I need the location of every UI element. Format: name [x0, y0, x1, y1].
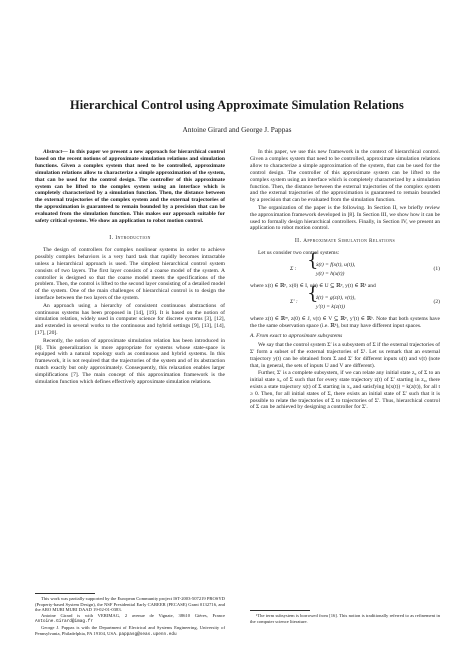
abstract-label: Abstract: [43, 149, 63, 155]
footnote-author-1: [35, 613, 225, 625]
left-column: [35, 149, 225, 387]
footnote-author-2-email: pappasg@seas.upenn.edu: [118, 631, 177, 637]
equation-1-lhs: Σ :: [290, 266, 297, 273]
abstract: [35, 149, 225, 225]
section-title: Approximate Simulation Relations: [303, 238, 396, 245]
intro-paragraph-3: Recently, the notion of approximate simulation relation has been introduced in [8]. This generalization is more appropriate for systems whose state-space is equipped with a natural topology such as continuous and hybrid systems. In this framework, it is not required that the trajectories of the system and of its abstraction match exactly but only approximately. Consequently, this relaxation enables larger simplifications [7]. The main concept of this approximation framework is the simulation function which defines effectively approximate simulation relations.: [35, 337, 225, 386]
intro-paragraph-1: The design of controllers for complex nonlinear systems in order to achieve possibly complex behaviors is a very hard task that rapidly becomes intractable unless a hierarchical approach is used. The simplest hierarchical control system consists of two layers. The first layer consists of a coarse model of the system. A controller is designed so that the coarse model meets the specifications of the problem. Then, the control is lifted to the second layer consisting of a detailed model of the system. One of the main challenges of hierarchical control is to design the interface between the two layers of the system.: [35, 246, 225, 302]
sec2-paragraph-2: where x(t) ∈ ℝⁿ, x(0) ∈ I, u(t) ∈ U ⊆ ℝᵖ, y(t) ∈ ℝᵏ and: [250, 283, 376, 290]
footnote-funding: This work was partially supported by the European Community project IST-2003-507219 PROSYD (Property-based System Design), the NSF Presidential Early CAREER (PECASE) Grant 0132716, and the ARO MURI MURI DAAD 19-02-01-0383.: [35, 596, 225, 613]
equation-1-line-1: ẋ(t) = f(x(t), u(t)),: [316, 262, 356, 269]
section-heading-approx-sim: [250, 238, 440, 245]
subsection-heading-a: A. From exact to approximate subsystems: [250, 332, 343, 339]
section-title: Introduction: [115, 234, 151, 241]
sec2-paragraph-1: Let us consider two control systems:: [258, 250, 340, 257]
col2-paragraph-1: In this paper, we use this new framework in the context of hierarchical control. Given a complex system that need to be controlled, approximate simulation relations allow to characterize a simple approximation of the system, that can be used for the control design. The controller of this approximate system can be lifted to the complex system using an interface which is completely characterized by a simulation function. Then, the distance between the external trajectories of the complex system and the external trajectories of the approximation is guaranteed to remain bounded by a precision that can be evaluated from the simulation function.: [250, 149, 440, 204]
right-footnotes: [250, 606, 440, 624]
paper-title: Hierarchical Control using Approximate Simulation Relations: [70, 98, 404, 112]
sec2-paragraph-5: Further, Σ′ is a complete subsystem, if we can relate any initial state z₀ of Σ to an initial state x₀ of Σ such that for every state trajectory z(t) of Σ′ starting in z₀, there exists a state trajectory x(t) of Σ starting in x₀ and satisfying h(x(t)) = k(z(t)), for all t ≥ 0. Then, for all initial states of Σ, there exists an initial state of Σ′ such that it is possible to relate the trajectories of Σ to trajectories of Σ′. Thus, hierarchical control of Σ can be achieved by designing a controller for Σ′.: [250, 369, 440, 411]
footnote-subsystem: ¹The term subsystem is borrowed from [16]. This notion is traditionally referred to as refinement in the computer science literature.: [250, 613, 440, 624]
equation-1-brace: {: [307, 250, 319, 272]
equation-1-number: (1): [433, 266, 440, 273]
left-footnotes: [35, 589, 225, 637]
footnote-rule: [35, 593, 95, 594]
footnote-author-1-email: Antoine.Girard@imag.fr: [35, 619, 93, 625]
equation-2-line-2: y′(t) = k(z(t)): [316, 304, 345, 311]
abstract-text: — In this paper we present a new approach for hierarchical control based on the recent notions of approximate simulation relations and simulation functions. Given a complex system that need to be controlled, approximate simulation relations allow to characterize a simple approximation of the system, that can be used for the control design. The controller of this approximate system can be lifted to the complex system using an interface which is completely characterized by a simulation function. Then, the distance between the external trajectories of the complex system and the external trajectories of the approximation is guaranteed to remain bounded by a precision that can be evaluated from the simulation function. This makes our approach suitable for safety critical systems. We show an application to robot motion control.: [35, 149, 225, 225]
section-number: I.: [109, 234, 114, 241]
footnote-author-1-affiliation: Antoine Girard is with VERIMAG, 2 avenue de Vignate, 38610 Gières, France: [41, 612, 225, 618]
footnote-author-2-affiliation: George J. Pappas is with the Department of Electrical and Systems Engineering, University of Pennsylvania, Philadelphia, PA 19104, USA.: [35, 624, 225, 636]
footnote-author-2: [35, 625, 225, 637]
equation-2-brace: {: [307, 283, 319, 305]
col2-paragraph-2: The organization of the paper is the following. In Section II, we briefly review the approximation framework developed in [8]. In Section III, we show how it can be used to formally design hierarchical controllers. Finally, in Section IV, we present an application to robot motion control.: [250, 204, 440, 232]
equation-1-line-2: y(t) = h(x(t)): [316, 271, 345, 278]
equation-2-number: (2): [433, 299, 440, 306]
section-number: II.: [294, 238, 302, 245]
equation-2-lhs: Σ′ :: [290, 299, 298, 306]
paper-authors: Antoine Girard and George J. Pappas: [182, 125, 292, 134]
footnote-rule: [250, 610, 310, 611]
right-column: [250, 149, 440, 412]
sec2-paragraph-4: We say that the control system Σ′ is a subsystem of Σ if the external trajectories of Σ′ form a subset of the external trajectories of Σ¹. Let us remark that an external trajectory y(t) can be obtained from Σ and Σ′ for different inputs u(t) and v(t) (note that, in general, the sets of inputs U and V are different).: [250, 341, 440, 369]
sec2-paragraph-3: where z(t) ∈ ℝᵐ, z(0) ∈ J, v(t) ∈ V ⊆ ℝᵠ, y′(t) ∈ ℝᵏ. Note that both systems have the the same observation space (i.e. ℝᵏ), but may have different input spaces.: [250, 316, 440, 329]
equation-2-line-1: ż(t) = g(z(t), v(t)),: [316, 295, 356, 302]
section-heading-introduction: [35, 235, 225, 242]
intro-paragraph-2: An approach using a hierarchy of consistent continuous abstractions of continuous systems has been proposed in [14], [19]. It is based on the notion of simulation relation, widely used in computer science for discrete systems [3], [12], and extended in several works to the continuous and hybrid settings [9], [13], [14], [17], [20].: [35, 302, 225, 337]
